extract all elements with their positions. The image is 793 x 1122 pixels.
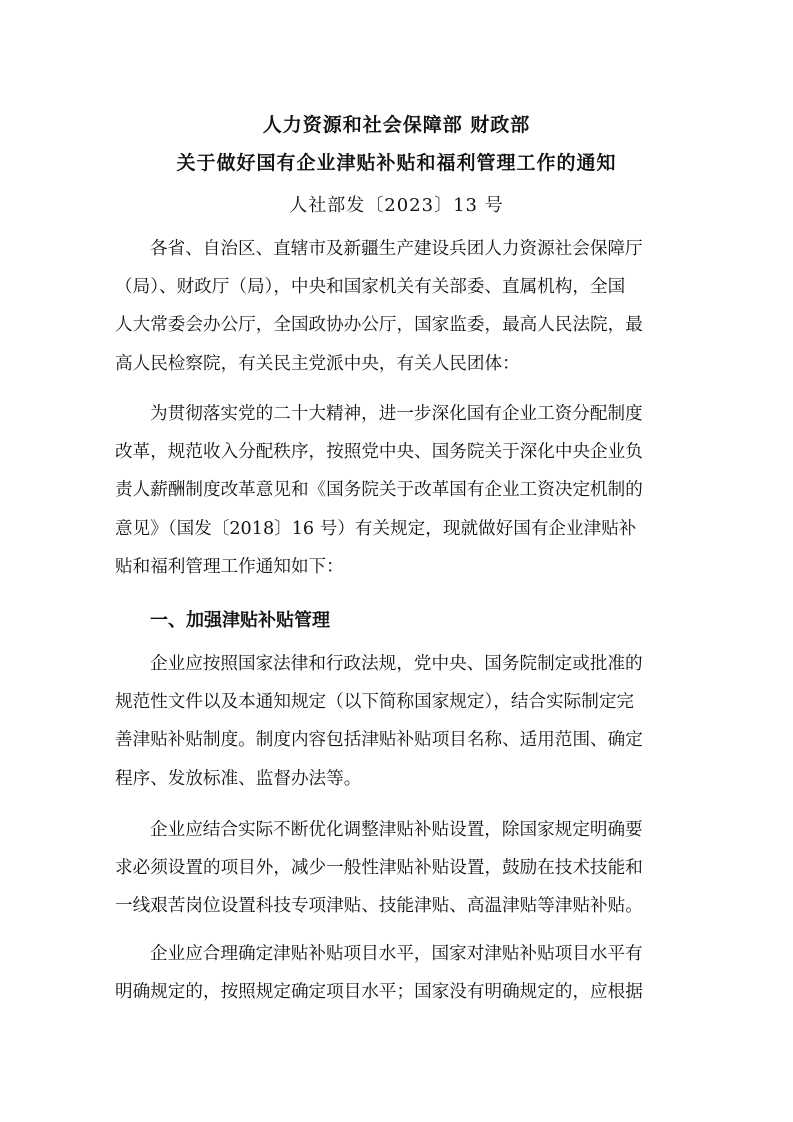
paragraph-line: 高人民检察院，有关民主党派中央，有关人民团体： [115,353,520,374]
paragraph-line: 改革，规范收入分配秩序，按照党中央、国务院关于深化中央企业负 [115,442,643,463]
paragraph-line: 明确规定的，按照规定确定项目水平；国家没有明确规定的，应根据 [115,982,643,1003]
paragraph-line: 责人薪酬制度改革意见和《国务院关于改革国有企业工资决定机制的 [115,480,643,501]
paragraph-line: （局）、财政厅（局），中央和国家机关有关部委、直属机构，全国 [115,277,626,298]
paragraph-line: 程序、发放标准、监督办法等。 [115,768,362,789]
allowance-system-paragraph [115,645,680,798]
paragraph-line: 企业应合理确定津贴补贴项目水平，国家对津贴补贴项目水平有 [150,944,643,964]
paragraph-line: 为贯彻落实党的二十大精神，进一步深化国有企业工资分配制度 [150,404,643,424]
paragraph-line: 求必须设置的项目外，减少一般性津贴补贴设置，鼓励在技术技能和 [115,858,643,879]
paragraph-line: 规范性文件以及本通知规定（以下简称国家规定），结合实际制定完 [115,692,635,713]
paragraph-line: 善津贴补贴制度。制度内容包括津贴补贴项目名称、适用范围、确定 [115,730,643,751]
document-issuer-title: 人力资源和社会保障部 财政部 [262,114,531,136]
paragraph-line: 意见》（国发〔2018〕16 号）有关规定，现就做好国有企业津贴补 [115,518,637,539]
paragraph-line: 人大常委会办公厅，全国政协办公厅，国家监委，最高人民法院，最 [115,315,643,336]
allowance-level-paragraph [115,935,680,1011]
paragraph-line: 企业应结合实际不断优化调整津贴补贴设置，除国家规定明确要 [150,820,643,840]
document-number: 人社部发〔2023〕13 号 [289,195,504,216]
addressee-paragraph [115,230,680,383]
paragraph-line: 一线艰苦岗位设置科技专项津贴、技能津贴、高温津贴等津贴补贴。 [115,896,643,917]
intro-paragraph [115,395,680,586]
paragraph-line: 贴和福利管理工作通知如下： [115,556,344,577]
document-title: 关于做好国有企业津贴补贴和福利管理工作的通知 [176,152,617,174]
paragraph-line: 企业应按照国家法律和行政法规，党中央、国务院制定或批准的 [150,654,643,674]
paragraph-line: 各省、自治区、直辖市及新疆生产建设兵团人力资源社会保障厅 [150,239,643,259]
allowance-optimization-paragraph [115,811,680,926]
section-heading: 一、加强津贴补贴管理 [150,610,330,631]
